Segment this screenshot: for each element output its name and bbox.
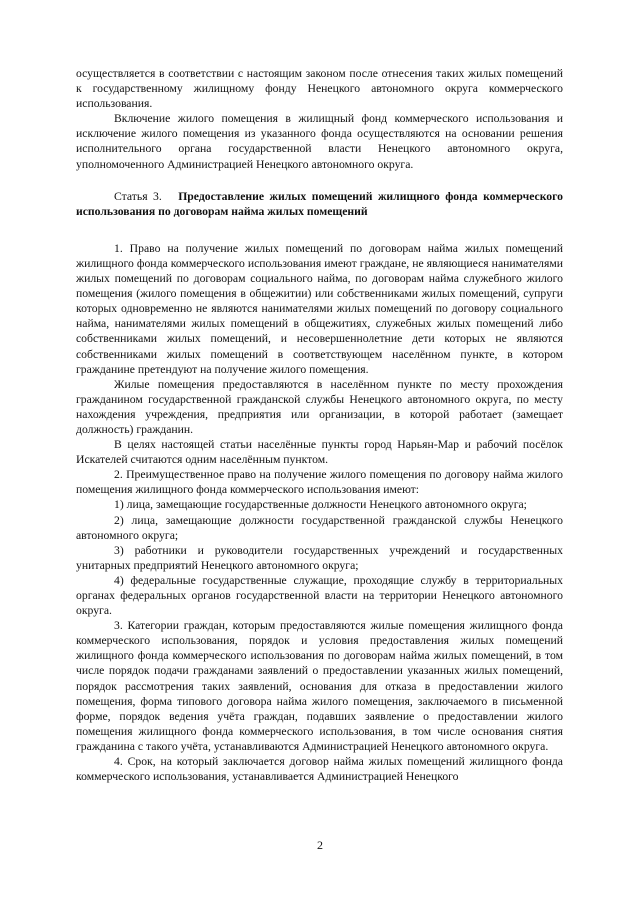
spacer [76,219,563,241]
spacer [76,172,563,189]
intro-paragraph-1: осуществляется в соответствии с настоящим законом после отнесения таких жилых помещений к государственному жилищному фонду Ненецкого автономного округа коммерческого использования. [76,67,563,111]
paragraph-1: 1. Право на получение жилых помещений по договорам найма жилых помещений жилищного фонда коммерческого использования имеют граждане, не являющиеся нанимателями жилых помещений по договорам социального найма, по договорам найма служебного жилого помещения (жилого помещения в общежитии) или собственниками жилых помещений, супруги которых одновременно не являются нанимателями жилых помещений по договору социального найма, нанимателями жилых помещений в общежитиях, служебных жилых помещений либо собственниками жилых помещений, и несовершеннолетние дети которых не являются собственниками жилых помещений в соответствующем населённом пункте, в котором гражданине претендуют на получение жилого помещения. [76,241,563,376]
article-number: Статья 3. [114,189,162,203]
document-body [76,66,563,784]
page-number: 2 [317,838,323,852]
list-item-3: 3) работники и руководители государственных учреждений и государственных унитарных предприятий Ненецкого автономного округа; [76,543,563,572]
list-item-2: 2) лица, замещающие должности государственной гражданской службы Ненецкого автономного округа; [76,513,563,542]
list-item-4: 4) федеральные государственные служащие, проходящие службу в территориальных органах федеральных органов государственной власти на территории Ненецкого автономного округа. [76,573,563,618]
paragraph-5: 3. Категории граждан, которым предоставляются жилые помещения жилищного фонда коммерческого использования, порядок и условия предоставления жилых помещений жилищного фонда коммерческого использования по договорам найма жилых помещений, в том числе порядок подачи гражданами заявлений о предоставлении указанных жилых помещений, порядок рассмотрения таких заявлений, основания для отказа в предоставлении жилого помещения, форма типового договора найма жилого помещения, заключаемого в письменной форме, порядок ведения учёта граждан, подавших заявление о предоставлении жилого помещения жилищного фонда коммерческого использования, в том числе основания снятия гражданина с такого учёта, устанавливаются Администрацией Ненецкого автономного округа. [76,619,563,753]
list-item-1: 1) лица, замещающие государственные должности Ненецкого автономного округа; [114,498,527,512]
article-title: Предоставление жилых помещений жилищного фонда коммерческого использования по договорам найма жилых помещений [76,189,564,218]
paragraph-2: Жилые помещения предоставляются в населённом пункте по месту прохождения гражданином государственной гражданской службы Ненецкого автономного округа, по месту нахождения учреждения, предприятия или организации, в которой работает (замещает должность) гражданин. [76,377,563,436]
intro-paragraph-2: Включение жилого помещения в жилищный фонд коммерческого использования и исключение жилого помещения из указанного фонда осуществляются на основании решения исполнительного органа государственной власти Ненецкого автономного округа, уполномоченного Администрацией Ненецкого автономного округа. [76,112,563,171]
paragraph-3: В целях настоящей статьи населённые пункты город Нарьян-Мар и рабочий посёлок Искателей считаются одним населённым пунктом. [76,438,563,467]
article-heading [76,189,563,219]
paragraph-6: 4. Срок, на который заключается договор найма жилых помещений жилищного фонда коммерческого использования, устанавливается Администрацией Ненецкого [76,755,563,784]
paragraph-4: 2. Преимущественное право на получение жилого помещения по договору найма жилого помещения жилищного фонда коммерческого использования имеют: [76,468,563,497]
